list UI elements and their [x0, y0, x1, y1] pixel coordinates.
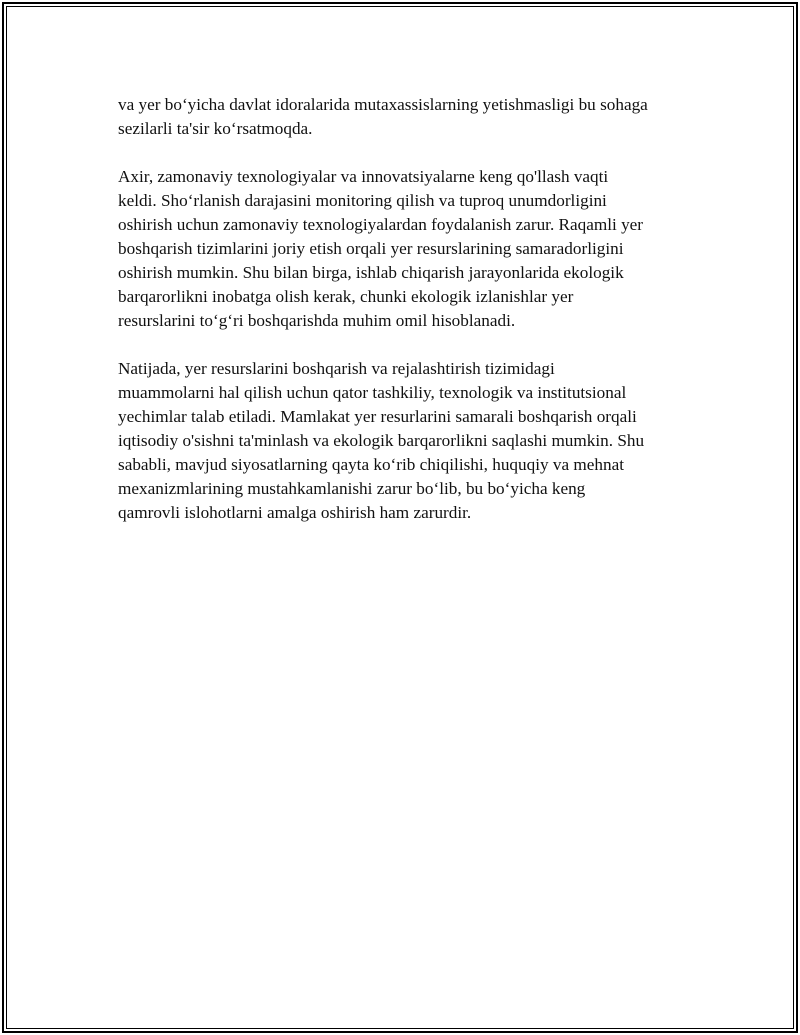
paragraph-3 [118, 357, 690, 525]
paragraph-line: iqtisodiy o'sishni ta'minlash va ekologik barqarorlikni saqlashi mumkin. Shu [118, 431, 645, 450]
paragraph-line: sababli, mavjud siyosatlarning qayta ko‘rib chiqilishi, huquqiy va mehnat [118, 455, 624, 474]
paragraph-line: keldi. Sho‘rlanish darajasini monitoring qilish va tuproq unumdorligini [118, 191, 607, 210]
paragraph-line: Natijada, yer resurslarini boshqarish va rejalashtirish tizimidagi [118, 359, 555, 378]
paragraph-line: mexanizmlarining mustahkamlanishi zarur bo‘lib, bu bo‘yicha keng [118, 479, 586, 498]
paragraph-line: resurslarini to‘g‘ri boshqarishda muhim omil hisoblanadi. [118, 311, 516, 330]
paragraph-line: barqarorlikni inobatga olish kerak, chunki ekologik izlanishlar yer [118, 287, 574, 306]
paragraph-line: qamrovli islohotlarni amalga oshirish ham zarurdir. [118, 503, 472, 522]
paragraph-line: oshirish uchun zamonaviy texnologiyalardan foydalanish zarur. Raqamli yer [118, 215, 644, 234]
paragraph-line: oshirish mumkin. Shu bilan birga, ishlab chiqarish jarayonlarida ekologik [118, 263, 624, 282]
paragraph-2 [118, 165, 690, 333]
paragraph-1 [118, 93, 690, 141]
paragraph-line: yechimlar talab etiladi. Mamlakat yer resurlarini samarali boshqarish orqali [118, 407, 637, 426]
paragraph-line: muammolarni hal qilish uchun qator tashkiliy, texnologik va institutsional [118, 383, 627, 402]
paragraph-line: sezilarli ta'sir ko‘rsatmoqda. [118, 119, 313, 138]
document-body [118, 93, 690, 549]
paragraph-line: va yer bo‘yicha davlat idoralarida mutaxassislarning yetishmasligi bu sohaga [118, 95, 648, 114]
paragraph-line: Axir, zamonaviy texnologiyalar va innovatsiyalarne keng qo'llash vaqti [118, 167, 609, 186]
paragraph-line: boshqarish tizimlarini joriy etish orqali yer resurslarining samaradorligini [118, 239, 624, 258]
